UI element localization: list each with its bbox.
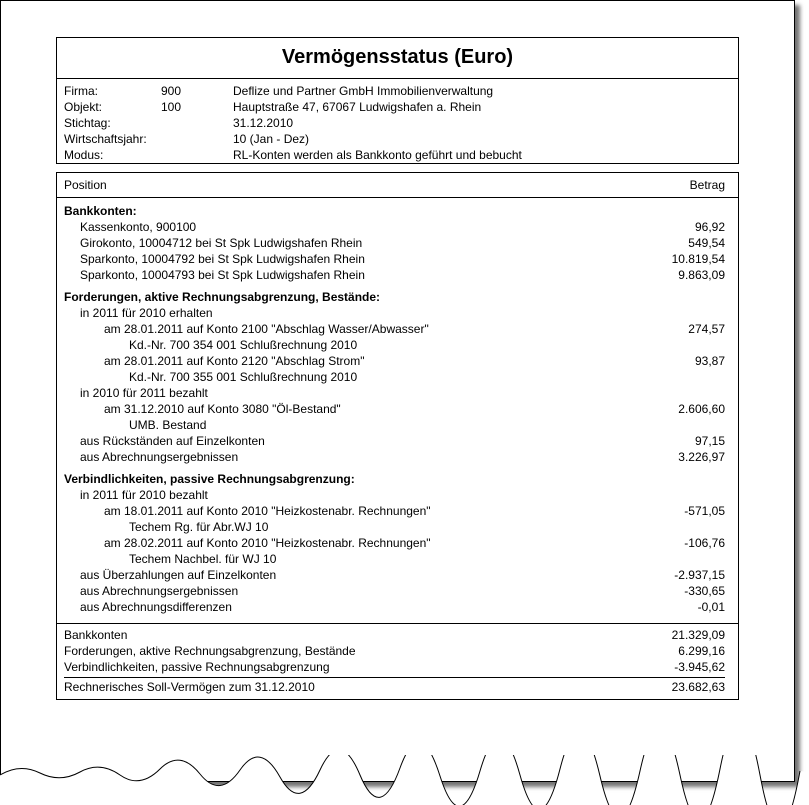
row-label: Sparkonto, 10004792 bei St Spk Ludwigshafen Rhein — [80, 252, 365, 266]
row-label: in 2011 für 2010 erhalten — [80, 306, 213, 320]
meta-label: Wirtschaftsjahr: — [64, 132, 147, 146]
meta-row — [64, 147, 731, 163]
row-label: Techem Nachbel. für WJ 10 — [129, 552, 277, 566]
table-row — [57, 433, 725, 449]
row-amount: -106,76 — [684, 536, 725, 550]
row-label: Kd.-Nr. 700 354 001 Schlußrechnung 2010 — [129, 338, 358, 352]
table-header — [64, 177, 725, 193]
meta-row — [64, 83, 731, 99]
row-label: aus Überzahlungen auf Einzelkonten — [80, 568, 277, 582]
row-label: Sparkonto, 10004793 bei St Spk Ludwigshafen Rhein — [80, 268, 365, 282]
total-divider — [64, 677, 725, 678]
header-box — [56, 37, 739, 164]
summary-divider — [57, 623, 738, 624]
section-heading — [57, 203, 725, 219]
total-label: Rechnerisches Soll-Vermögen zum 31.12.2010 — [64, 680, 315, 694]
row-amount: 3.226,97 — [678, 450, 725, 464]
meta-row — [64, 99, 731, 115]
meta-value: Hauptstraße 47, 67067 Ludwigshafen a. Rhein — [233, 100, 482, 114]
row-label: Verbindlichkeiten, passive Rechnungsabgrenzung: — [64, 472, 355, 486]
table-row — [57, 567, 725, 583]
table-row — [57, 401, 725, 417]
summary-row — [57, 643, 725, 659]
row-label: Techem Rg. für Abr.WJ 10 — [129, 520, 269, 534]
meta-value: 31.12.2010 — [233, 116, 294, 130]
row-label: am 31.12.2010 auf Konto 3080 "Öl-Bestand" — [104, 402, 341, 416]
row-label: Forderungen, aktive Rechnungsabgrenzung, Bestände: — [64, 290, 381, 304]
column-header-position: Position — [64, 178, 107, 192]
row-label: aus Abrechnungsdifferenzen — [80, 600, 232, 614]
summary-row — [57, 659, 725, 675]
summary-label: Verbindlichkeiten, passive Rechnungsabgrenzung — [64, 660, 330, 674]
column-header-betrag: Betrag — [689, 178, 725, 192]
table-row — [57, 519, 725, 535]
section-heading — [57, 289, 725, 305]
row-amount: 274,57 — [688, 322, 725, 336]
meta-code: 100 — [161, 100, 182, 114]
row-label: Kassenkonto, 900100 — [80, 220, 197, 234]
torn-edge — [0, 755, 809, 805]
row-amount: 9.863,09 — [678, 268, 725, 282]
table-row — [57, 235, 725, 251]
document-title: Vermögensstatus (Euro) — [281, 46, 514, 68]
row-label: in 2010 für 2011 bezahlt — [80, 386, 208, 400]
row-label: aus Rückständen auf Einzelkonten — [80, 434, 265, 448]
table-row — [57, 583, 725, 599]
row-amount: -2.937,15 — [674, 568, 725, 582]
table-row — [57, 599, 725, 615]
row-label: am 18.01.2011 auf Konto 2010 "Heizkostenabr. Rechnungen" — [104, 504, 431, 518]
table-row — [57, 503, 725, 519]
meta-label: Firma: — [64, 84, 98, 98]
row-amount: 10.819,54 — [671, 252, 725, 266]
row-amount: -0,01 — [697, 600, 725, 614]
row-amount: 93,87 — [694, 354, 725, 368]
row-label: am 28.01.2011 auf Konto 2100 "Abschlag Wasser/Abwasser" — [104, 322, 429, 336]
row-amount: 97,15 — [694, 434, 725, 448]
meta-label: Modus: — [64, 148, 104, 162]
statement-table — [56, 172, 739, 700]
meta-label: Objekt: — [64, 100, 103, 114]
meta-value: RL-Konten werden als Bankkonto geführt und bebucht — [233, 148, 522, 162]
row-label: aus Abrechnungsergebnissen — [80, 450, 239, 464]
table-row — [57, 369, 725, 385]
title-divider — [57, 78, 738, 79]
meta-label: Stichtag: — [64, 116, 111, 130]
total-row — [57, 679, 725, 695]
row-label: am 28.01.2011 auf Konto 2120 "Abschlag Strom" — [104, 354, 365, 368]
meta-code: 900 — [161, 84, 182, 98]
summary-label: Forderungen, aktive Rechnungsabgrenzung, Bestände — [64, 644, 356, 658]
row-amount: 2.606,60 — [678, 402, 725, 416]
section-heading — [57, 471, 725, 487]
summary-amount: 21.329,09 — [671, 628, 725, 642]
table-row — [57, 305, 725, 321]
summary-label: Bankkonten — [64, 628, 128, 642]
table-row — [57, 417, 725, 433]
header-divider — [57, 197, 738, 198]
total-amount: 23.682,63 — [671, 680, 725, 694]
table-row — [57, 551, 725, 567]
meta-row — [64, 131, 731, 147]
row-label: Kd.-Nr. 700 355 001 Schlußrechnung 2010 — [129, 370, 358, 384]
row-label: Girokonto, 10004712 bei St Spk Ludwigshafen Rhein — [80, 236, 363, 250]
row-label: UMB. Bestand — [129, 418, 207, 432]
row-amount: -571,05 — [684, 504, 725, 518]
table-row — [57, 267, 725, 283]
meta-value: 10 (Jan - Dez) — [233, 132, 310, 146]
summary-amount: -3.945,62 — [674, 660, 725, 674]
meta-row — [64, 115, 731, 131]
table-row — [57, 449, 725, 465]
table-row — [57, 353, 725, 369]
row-amount: 96,92 — [694, 220, 725, 234]
table-row — [57, 251, 725, 267]
table-row — [57, 385, 725, 401]
table-row — [57, 321, 725, 337]
table-row — [57, 535, 725, 551]
row-label: aus Abrechnungsergebnissen — [80, 584, 239, 598]
row-label: am 28.02.2011 auf Konto 2010 "Heizkostenabr. Rechnungen" — [104, 536, 431, 550]
row-label: in 2011 für 2010 bezahlt — [80, 488, 208, 502]
table-row — [57, 487, 725, 503]
table-row — [57, 219, 725, 235]
summary-row — [57, 627, 725, 643]
row-amount: -330,65 — [684, 584, 725, 598]
summary-amount: 6.299,16 — [678, 644, 725, 658]
row-label: Bankkonten: — [64, 204, 137, 218]
meta-value: Deflize und Partner GmbH Immobilienverwaltung — [233, 84, 494, 98]
table-row — [57, 337, 725, 353]
row-amount: 549,54 — [688, 236, 725, 250]
